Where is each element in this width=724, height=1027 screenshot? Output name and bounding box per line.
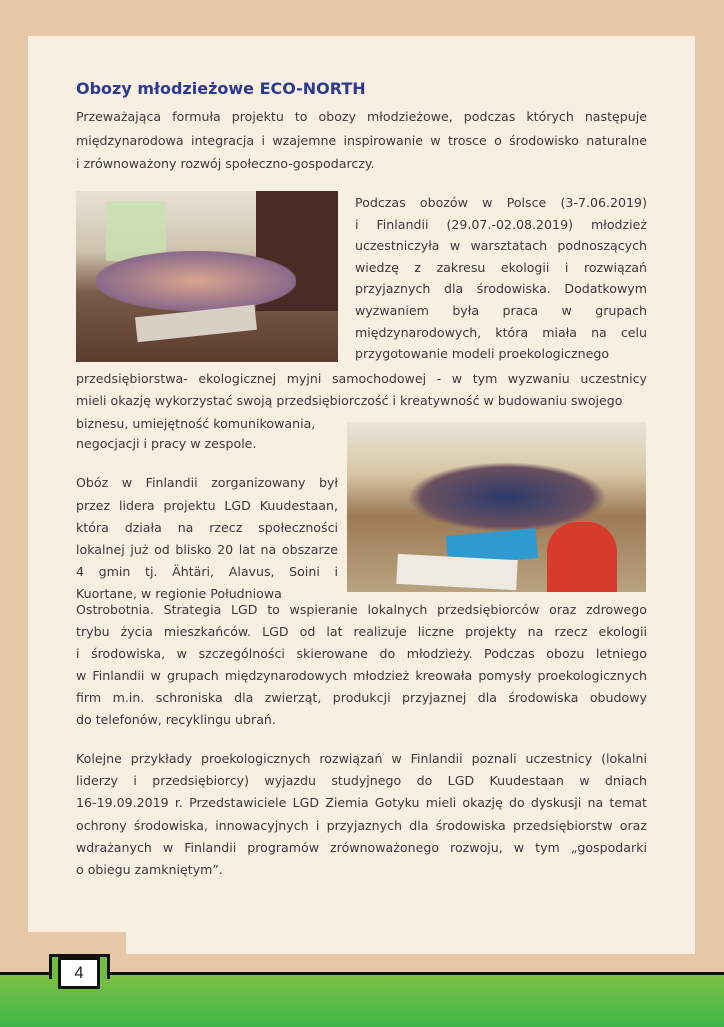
footer-band — [0, 972, 724, 1027]
text-line: przez lidera projektu LGD Kuudestaan, — [76, 498, 338, 513]
text-line: międzynarodowych, która miała na celu — [355, 324, 647, 340]
section-title: Obozy młodzieżowe ECO-NORTH — [76, 79, 366, 98]
text-line: i zrównoważony rozwój społeczno-gospodarczy. — [76, 156, 375, 171]
text-line: ochrony środowiska, innowacyjnych i przyjaznych dla środowiska przedsiębiorstw oraz — [76, 818, 647, 833]
page-number: 4 — [58, 957, 100, 989]
text-line: Kolejne przykłady proekologicznych rozwiązań w Finlandii poznali uczestnicy (lokalni — [76, 751, 647, 766]
text-line: 16-19.09.2019 r. Przedstawiciele LGD Ziemia Gotyku mieli okazję do dyskusji na temat — [76, 795, 647, 810]
photo-workshop-poland — [76, 191, 338, 362]
text-line: negocjacji i pracy w zespole. — [76, 436, 257, 451]
text-line: 4 gmin tj. Ähtäri, Alavus, Soini i — [76, 564, 338, 579]
photo-workshop-finland — [347, 422, 646, 592]
text-line: do telefonów, recyklingu ubrań. — [76, 712, 276, 727]
text-line: w Finlandii w grupach międzynarodowych młodzież kreowała pomysły proekologicznych — [76, 668, 647, 683]
text-line: która działa na rzecz społeczności — [76, 520, 338, 535]
text-line: Kuortane, w regionie Południowa — [76, 586, 282, 601]
text-line: przedsiębiorstwa- ekologicznej myjni samochodowej - w tym wyzwaniu uczestnicy — [76, 371, 647, 386]
text-line: i Finlandii (29.07.-02.08.2019) młodzież — [355, 216, 647, 232]
text-line: Obóz w Finlandii zorganizowany był — [76, 475, 338, 490]
text-line: i środowiska, w szczególności skierowane do młodzieży. Podczas obozu letniego — [76, 646, 647, 661]
text-line: międzynarodowa integracja i wzajemne inspirowanie w trosce o środowisko naturalne — [76, 133, 647, 148]
text-line: Ostrobotnia. Strategia LGD to wspieranie lokalnych przedsiębiorców oraz zdrowego — [76, 602, 647, 617]
text-line: o obiegu zamkniętym”. — [76, 862, 223, 877]
text-line: mieli okazję wykorzystać swoją przedsiębiorczość i kreatywność w budowaniu swojego — [76, 393, 623, 408]
text-line: przyjaznych dla środowiska. Dodatkowym — [355, 281, 647, 297]
content-panel-lower — [126, 900, 695, 954]
text-line: Podczas obozów w Polsce (3-7.06.2019) — [355, 195, 647, 210]
text-line: wiedzę z zakresu ekologii i rozwiązań — [355, 259, 647, 275]
text-line: wdrażanych w Finlandii programów zrównoważonego rozwoju, w tym „gospodarki — [76, 840, 647, 855]
text-line: Przeważająca formuła projektu to obozy młodzieżowe, podczas których następuje — [76, 109, 647, 124]
text-line: przygotowanie modeli proekologicznego — [355, 346, 610, 362]
text-line: firm m.in. schroniska dla zwierząt, produkcji przyjaznej dla środowiska obudowy — [76, 690, 647, 705]
text-line: uczestniczyła w warsztatach podnoszących — [355, 238, 647, 254]
text-line: lokalnej już od blisko 20 lat na obszarze — [76, 542, 338, 557]
text-line: liderzy i przedsiębiorcy) wyjazdu studyjnego do LGD Kuudestaan w dniach — [76, 773, 647, 788]
text-line: biznesu, umiejętność komunikowania, — [76, 416, 316, 431]
text-line: wyzwaniem była praca w grupach — [355, 303, 647, 318]
text-line: trybu życia mieszkańców. LGD od lat realizuje liczne projekty na rzecz ekologii — [76, 624, 647, 639]
